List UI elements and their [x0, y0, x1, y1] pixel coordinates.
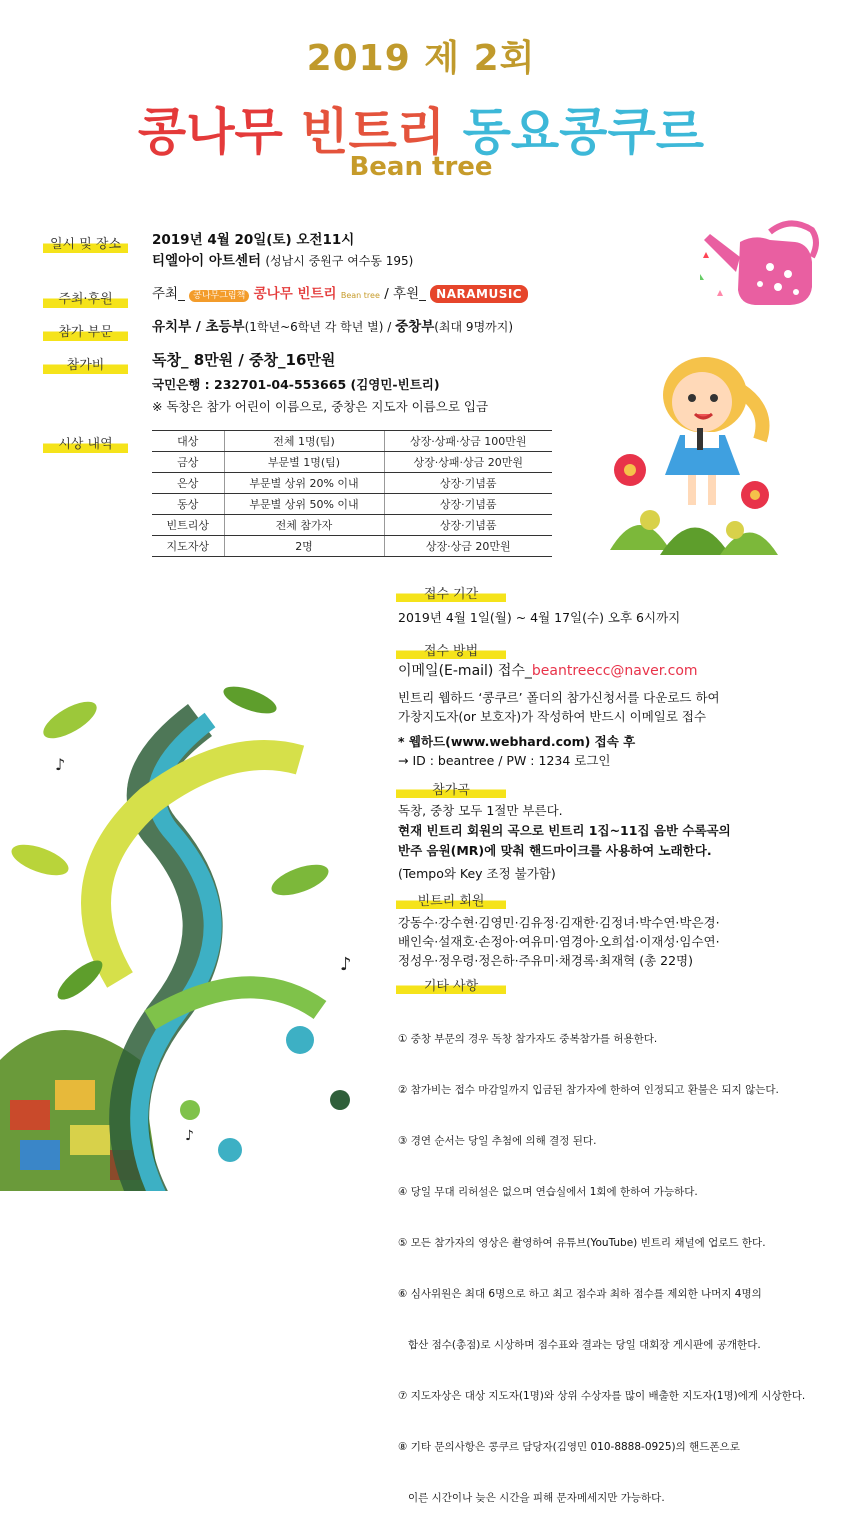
- method-email-prefix: 이메일(E-mail) 접수_: [398, 663, 532, 679]
- label-method: 접수 방법: [396, 640, 506, 659]
- method-email-address[interactable]: beantreecc@naver.com: [531, 663, 698, 679]
- prize-reward-cell: 상장·기념품: [384, 473, 552, 494]
- svg-text:♪: ♪: [340, 954, 352, 975]
- label-fee: 참가비: [43, 353, 128, 374]
- host-line: [152, 285, 528, 305]
- label-host: 주최·후원: [43, 287, 128, 308]
- note-item: ⑤ 모든 참가자의 영상은 촬영하여 유튜브(YouTube) 빈트리 채널에 업로드 한다.: [398, 1237, 766, 1249]
- event-subtitle: Bean tree: [349, 152, 493, 182]
- prize-row: [152, 452, 552, 473]
- prize-scope-cell: 부문별 상위 50% 이내: [224, 494, 384, 515]
- label-period: 접수 기간: [396, 583, 506, 602]
- host-prefix: 주최_: [152, 286, 185, 302]
- host-logo-small: 콩나무그림책: [189, 290, 249, 302]
- prize-scope-cell: 전체 1명(팀): [224, 431, 384, 452]
- girl-singing-illustration: [600, 350, 780, 560]
- prize-name-cell: 금상: [152, 452, 224, 473]
- members-line-1: 강동수·강수현·김영민·김유정·김재한·김정녀·박수연·박은경·: [398, 915, 720, 930]
- venue-address: (성남시 중원구 여수동 195): [265, 254, 414, 268]
- title-part-1: 콩나무: [137, 103, 283, 161]
- note-item: ⑧ 기타 문의사항은 콩쿠르 담당자(김영민 010-8888-0925)의 핸드폰으로: [398, 1441, 740, 1453]
- prize-table: [152, 430, 552, 557]
- method-line-1: 빈트리 웹하드 ‘콩쿠르’ 폴더의 참가신청서를 다운로드 하여: [398, 690, 720, 705]
- prize-name-cell: 동상: [152, 494, 224, 515]
- bank-line: 국민은행 : 232701-04-553665 (김영민-빈트리): [152, 377, 440, 392]
- watering-can-icon: [700, 212, 835, 312]
- song-line-4: (Tempo와 Key 조정 불가함): [398, 866, 556, 881]
- title-part-3: 동요콩쿠르: [462, 103, 705, 161]
- prize-row: [152, 515, 552, 536]
- note-item: ③ 경연 순서는 당일 추첨에 의해 결정 된다.: [398, 1135, 597, 1147]
- note-item: ⑥ 심사위원은 최대 6명으로 하고 최고 점수과 최하 점수를 제외한 나머지 4명의: [398, 1288, 762, 1300]
- label-song: 참가곡: [396, 779, 506, 798]
- method-email-line: [398, 661, 698, 683]
- title-part-2: 빈트리: [300, 103, 446, 161]
- song-line-1: 독창, 중창 모두 1절만 부른다.: [398, 803, 563, 818]
- prize-row: [152, 494, 552, 515]
- svg-text:♪: ♪: [55, 755, 66, 774]
- prize-row: [152, 536, 552, 557]
- prize-row: [152, 431, 552, 452]
- note-item: 이른 시간이나 늦은 시간을 피해 문자메세지만 가능하다.: [398, 1492, 665, 1504]
- prize-reward-cell: 상장·상패·상금 20만원: [384, 452, 552, 473]
- prize-name-cell: 은상: [152, 473, 224, 494]
- fee-note: ※ 독창은 참가 어린이 이름으로, 중창은 지도자 이름으로 입금: [152, 399, 489, 414]
- prize-scope-cell: 부문별 상위 20% 이내: [224, 473, 384, 494]
- label-division: 참가 부문: [43, 320, 128, 341]
- prize-scope-cell: 2명: [224, 536, 384, 557]
- prize-reward-cell: 상장·상금 20만원: [384, 536, 552, 557]
- prize-reward-cell: 상장·기념품: [384, 515, 552, 536]
- venue-line: [152, 252, 413, 272]
- svg-text:♪: ♪: [185, 1128, 194, 1144]
- song-line-3: 반주 음원(MR)에 맞춰 핸드마이크를 사용하여 노래한다.: [398, 843, 712, 858]
- members-line-2: 배인숙·설재호·손정아·여유미·염경아·오희섭·이재성·임수연·: [398, 934, 720, 949]
- prize-scope-cell: 부문별 1명(팀): [224, 452, 384, 473]
- note-item: ④ 당일 무대 리허설은 없으며 연습실에서 1회에 한하여 가능하다.: [398, 1186, 698, 1198]
- webhard-line-2: → ID : beantree / PW : 1234 로그인: [398, 753, 611, 768]
- prize-name-cell: 지도자상: [152, 536, 224, 557]
- label-members: 빈트리 회원: [396, 890, 506, 909]
- members-line-3: 정성우·정우령·정은하·주유미·채경록·최재혁 (총 22명): [398, 953, 693, 968]
- note-item: 합산 점수(총점)로 시상하며 점수표와 결과는 당일 대회장 게시판에 공개한다.: [398, 1339, 761, 1351]
- note-item: ⑦ 지도자상은 대상 지도자(1명)와 상위 수상자를 많이 배출한 지도자(1명)에게 시상한다.: [398, 1390, 806, 1402]
- prize-row: [152, 473, 552, 494]
- label-date-venue: 일시 및 장소: [43, 232, 128, 253]
- host-logo-title: 콩나무 빈트리: [253, 286, 337, 302]
- label-prize: 시상 내역: [43, 432, 128, 453]
- etc-notes: [398, 997, 818, 1524]
- prize-name-cell: 대상: [152, 431, 224, 452]
- beanstalk-illustration: [0, 680, 380, 1191]
- note-item: ② 참가비는 접수 마감일까지 입금된 참가자에 한하여 인정되고 환불은 되지 않는다.: [398, 1084, 779, 1096]
- period-text: 2019년 4월 1일(월) ~ 4월 17일(수) 오후 6시까지: [398, 610, 681, 625]
- fee-line: 독창_ 8만원 / 중창_16만원: [152, 351, 336, 369]
- prize-name-cell: 빈트리상: [152, 515, 224, 536]
- date-line: 2019년 4월 20일(토) 오전11시: [152, 232, 355, 248]
- host-logo-sub: Bean tree: [340, 291, 380, 300]
- sponsor-prefix: / 후원_: [384, 286, 426, 302]
- label-etc: 기타 사항: [396, 975, 506, 994]
- prize-scope-cell: 전체 참가자: [224, 515, 384, 536]
- division-rest-2: (최대 9명까지): [434, 320, 514, 334]
- naramusic-logo: NARAMUSIC: [430, 285, 528, 303]
- method-line-2: 가창지도자(or 보호자)가 작성하여 반드시 이메일로 접수: [398, 709, 707, 724]
- venue-name: 티엘아이 아트센터: [152, 253, 262, 269]
- song-line-2: 현재 빈트리 회원의 곡으로 빈트리 1집~11집 음반 수록곡의: [398, 823, 731, 838]
- division-rest-1: (1학년~6학년 각 학년 별) /: [244, 320, 396, 334]
- webhard-line-1: * 웹하드(www.webhard.com) 접속 후: [398, 734, 636, 749]
- division-bold-1: 유치부 / 초등부: [152, 319, 245, 335]
- prize-reward-cell: 상장·상패·상금 100만원: [384, 431, 552, 452]
- event-year: 2019 제 2회: [306, 38, 536, 79]
- note-item: ① 중창 부문의 경우 독창 참가자도 중복참가를 허용한다.: [398, 1033, 658, 1045]
- division-line: [152, 318, 513, 338]
- division-bold-2: 중창부: [395, 319, 435, 335]
- prize-reward-cell: 상장·기념품: [384, 494, 552, 515]
